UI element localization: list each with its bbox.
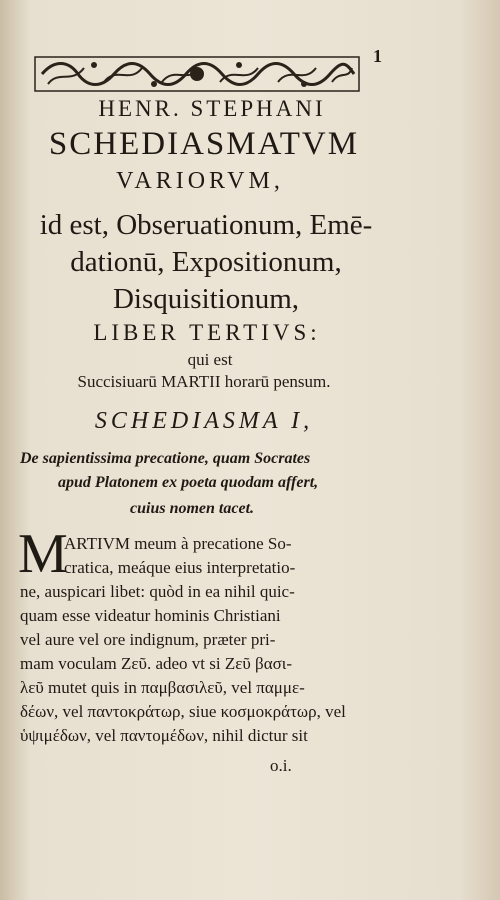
- page-number: 1: [373, 46, 382, 66]
- italic-title-line: apud Platonem ex poeta quodam affert,: [58, 474, 319, 491]
- description-line: dationū, Expositionum,: [70, 246, 342, 278]
- drop-cap: M: [18, 523, 68, 585]
- author-heading: HENR. STEPHANI: [98, 96, 326, 121]
- body-line: λεῦ mutet quis in παμβασιλεῦ, vel παμμε-: [20, 678, 305, 697]
- book-title: SCHEDIASMATVM: [48, 126, 360, 162]
- floral-ornament-icon: [34, 54, 360, 94]
- body-line: ὑψιμέδων, vel παντομέδων, nihil dictur sit: [20, 726, 308, 745]
- signature-mark: o.i.: [270, 756, 292, 775]
- body-line: quam esse videatur hominis Christiani: [20, 606, 281, 625]
- body-line: δέων, vel παντοκράτωρ, siue κοσμοκράτωρ, vel: [20, 702, 346, 721]
- book-subtitle: VARIORVM,: [116, 168, 284, 194]
- book-number-heading: LIBER TERTIVS:: [93, 320, 321, 345]
- body-line: vel aure vel ore indignum, præter pri-: [20, 630, 276, 649]
- italic-title-line: De sapientissima precatione, quam Socrates: [20, 450, 311, 467]
- schediasma-heading: SCHEDIASMA I,: [94, 408, 314, 434]
- italic-title-line: cuius nomen tacet.: [130, 500, 255, 517]
- body-line: ne, auspicari libet: quòd in ea nihil quic-: [20, 582, 295, 601]
- body-line: ARTIVM meum à precatione So-: [64, 534, 292, 553]
- qui-est-line: qui est: [187, 350, 233, 369]
- body-line: cratica, meáque eius interpretatio-: [64, 558, 296, 577]
- body-line: mam voculam Ζεῦ. adeo vt si Ζεῦ βασι-: [20, 654, 293, 673]
- description-line: Disquisitionum,: [112, 283, 300, 315]
- pensum-line: Succisiuarū MARTII horarū pensum.: [77, 372, 331, 391]
- description-line: id est, Obseruationum, Emē-: [39, 209, 373, 241]
